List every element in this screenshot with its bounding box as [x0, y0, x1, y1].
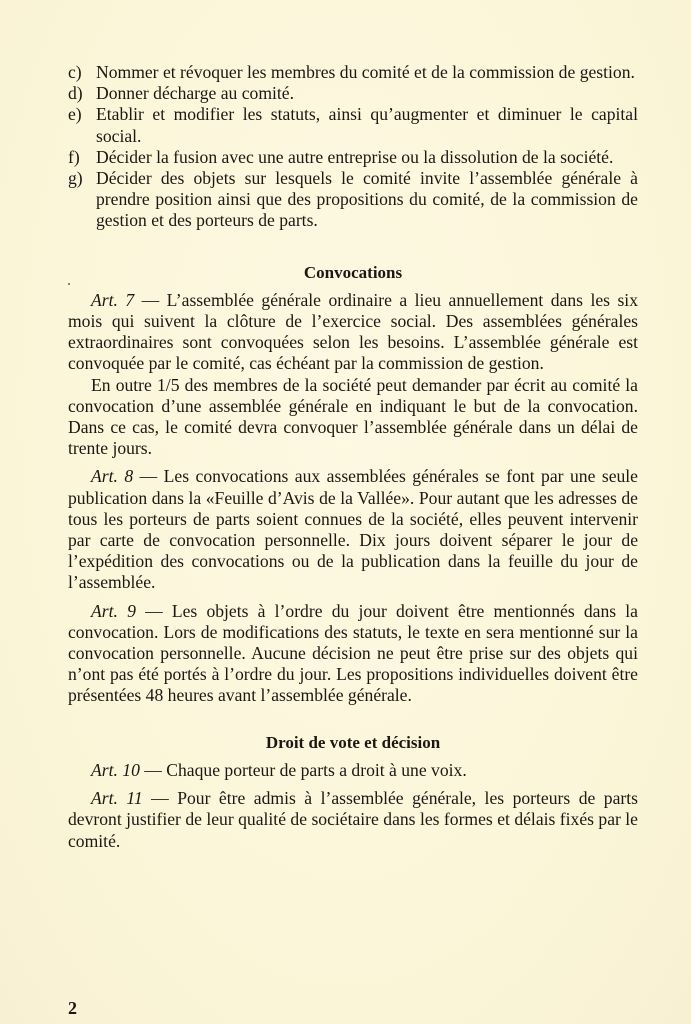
article-label: Art. 10	[91, 759, 140, 780]
list-text: Décider la fusion avec une autre entreprise ou la dissolution de la société.	[96, 146, 614, 167]
article-10	[68, 760, 638, 781]
list-item	[68, 168, 638, 232]
article-8	[68, 466, 638, 593]
section-heading-droit-de-vote: Droit de vote et décision	[265, 732, 441, 752]
page-content	[68, 62, 638, 852]
article-text: — Les convocations aux assemblées générales se font par une seule publication dans la «Feuille d’Avis de la Vallée». Pour autant que les adresses de tous les porteurs de parts soient connues de la société, elles peuvent intervenir par carte de convocation personnelle. Dix jours doivent séparer le jour de l’expédition des convocations ou de la publication dans la feuille du jour de l’assemblée.	[68, 466, 638, 593]
page-number: 2	[68, 998, 77, 1018]
list-marker: g)	[68, 168, 83, 189]
list-marker: e)	[68, 104, 82, 125]
list-text: Etablir et modifier les statuts, ainsi qu’augmenter et diminuer le capital social.	[96, 104, 638, 146]
list-item	[68, 147, 638, 168]
article-7-continuation: En outre 1/5 des membres de la société peut demander par écrit au comité la convocation d’une assemblée générale en indiquant le but de la convocation. Dans ce cas, le comité devra convoquer l’assemblée générale dans un délai de trente jours.	[68, 374, 638, 459]
article-11	[68, 788, 638, 852]
article-text: — Les objets à l’ordre du jour doivent être mentionnés dans la convocation. Lors de modifications des statuts, le texte en sera mentionné sur la convocation personnelle. Aucune décision ne peut être prise sur des objets qui n’ont pas été portés à l’ordre du jour. Les propositions individuelles doivent être présentées 48 heures avant l’assemblée générale.	[68, 600, 638, 706]
article-9	[68, 601, 638, 707]
list-text: Nommer et révoquer les membres du comité et de la commission de gestion.	[96, 62, 635, 82]
list-item	[68, 62, 638, 83]
article-label: Art. 9	[91, 600, 136, 621]
powers-list	[68, 62, 638, 232]
article-text: — Chaque porteur de parts a droit à une voix.	[139, 759, 467, 780]
list-text: Donner décharge au comité.	[96, 83, 295, 104]
article-text: — L’assemblée générale ordinaire a lieu annuellement dans les six mois qui suivent la clôture de l’exercice social. Des assemblées générales extraordinaires sont convoquées selon les besoins. L’assemblée générale est convoquée par le comité, cas échéant par la commission de gestion.	[68, 289, 638, 374]
list-text: Décider des objets sur lesquels le comité invite l’assemblée générale à prendre position ainsi que des propositions du comité, de la commission de gestion et des porteurs de parts.	[96, 168, 638, 231]
article-7	[68, 290, 638, 375]
article-text: — Pour être admis à l’assemblée générale, les porteurs de parts devront justifier de leur qualité de sociétaire dans les formes et délais fixés par le comité.	[68, 788, 638, 851]
section-heading-convocations: Convocations	[303, 262, 403, 282]
article-label: Art. 7	[91, 289, 135, 310]
list-marker: c)	[68, 62, 82, 82]
article-label: Art. 8	[91, 466, 134, 487]
list-item	[68, 83, 638, 104]
article-label: Art. 11	[91, 788, 143, 809]
list-item	[68, 104, 638, 146]
list-marker: f)	[68, 146, 80, 167]
list-marker: d)	[68, 83, 83, 104]
